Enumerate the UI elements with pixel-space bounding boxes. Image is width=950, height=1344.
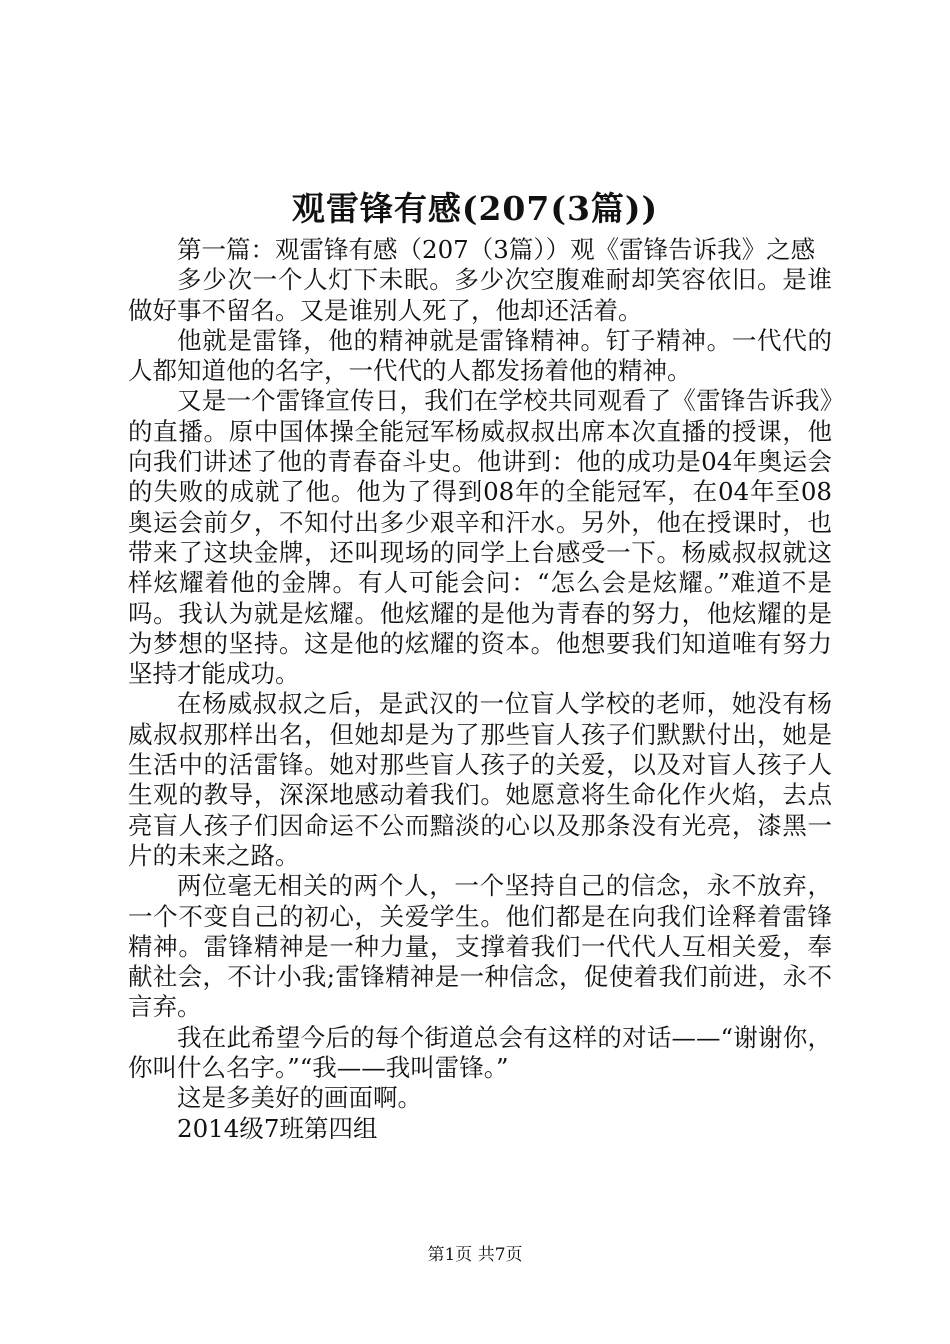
document-body bbox=[128, 235, 832, 1144]
document-title: 观雷锋有感(207(3篇)) bbox=[291, 189, 659, 228]
paragraph: 这是多美好的画面啊。 bbox=[177, 1083, 422, 1113]
paragraph: 我在此希望今后的每个街道总会有这样的对话——“谢谢你，你叫什么名字。”“我——我叫雷锋。” bbox=[128, 1022, 832, 1083]
paragraph: 又是一个雷锋宣传日，我们在学校共同观看了《雷锋告诉我》的直播。原中国体操全能冠军杨威叔叔出席本次直播的授课，他向我们讲述了他的青春奋斗史。他讲到：他的成功是04年奥运会的失败的成就了他。他为了得到08年的全能冠军，在04年至08奥运会前夕，不知付出多少艰辛和汗水。另外，他在授课时，也带来了这块金牌，还叫现场的同学上台感受一下。杨威叔叔就这样炫耀着他的金牌。有人可能会问：“怎么会是炫耀。”难道不是吗。我认为就是炫耀。他炫耀的是他为青春的努力，他炫耀的是为梦想的坚持。这是他的炫耀的资本。他想要我们知道唯有努力坚持才能成功。 bbox=[128, 386, 832, 689]
page-footer: 第1页 共7页 bbox=[427, 1245, 523, 1265]
paragraph-heading: 第一篇：观雷锋有感（207（3篇））观《雷锋告诉我》之感 bbox=[177, 235, 816, 264]
paragraph: 他就是雷锋，他的精神就是雷锋精神。钉子精神。一代代的人都知道他的名字，一代代的人都发扬着他的精神。 bbox=[128, 325, 832, 386]
signature-line: 2014级7班第四组 bbox=[177, 1113, 378, 1143]
paragraph: 两位毫无相关的两个人，一个坚持自己的信念，永不放弃，一个不变自己的初心，关爱学生。他们都是在向我们诠释着雷锋精神。雷锋精神是一种力量，支撑着我们一代代人互相关爱，奉献社会，不计小我;雷锋精神是一种信念，促使着我们前进，永不言弃。 bbox=[128, 871, 832, 1022]
paragraph: 多少次一个人灯下未眠。多少次空腹难耐却笑容依旧。是谁做好事不留名。又是谁别人死了，他却还活着。 bbox=[128, 265, 832, 325]
paragraph: 在杨威叔叔之后，是武汉的一位盲人学校的老师，她没有杨威叔叔那样出名，但她却是为了那些盲人孩子们默默付出，她是生活中的活雷锋。她对那些盲人孩子的关爱，以及对盲人孩子人生观的教导，深深地感动着我们。她愿意将生命化作火焰，去点亮盲人孩子们因命运不公而黯淡的心以及那条没有光亮，漆黑一片的未来之路。 bbox=[128, 689, 832, 870]
